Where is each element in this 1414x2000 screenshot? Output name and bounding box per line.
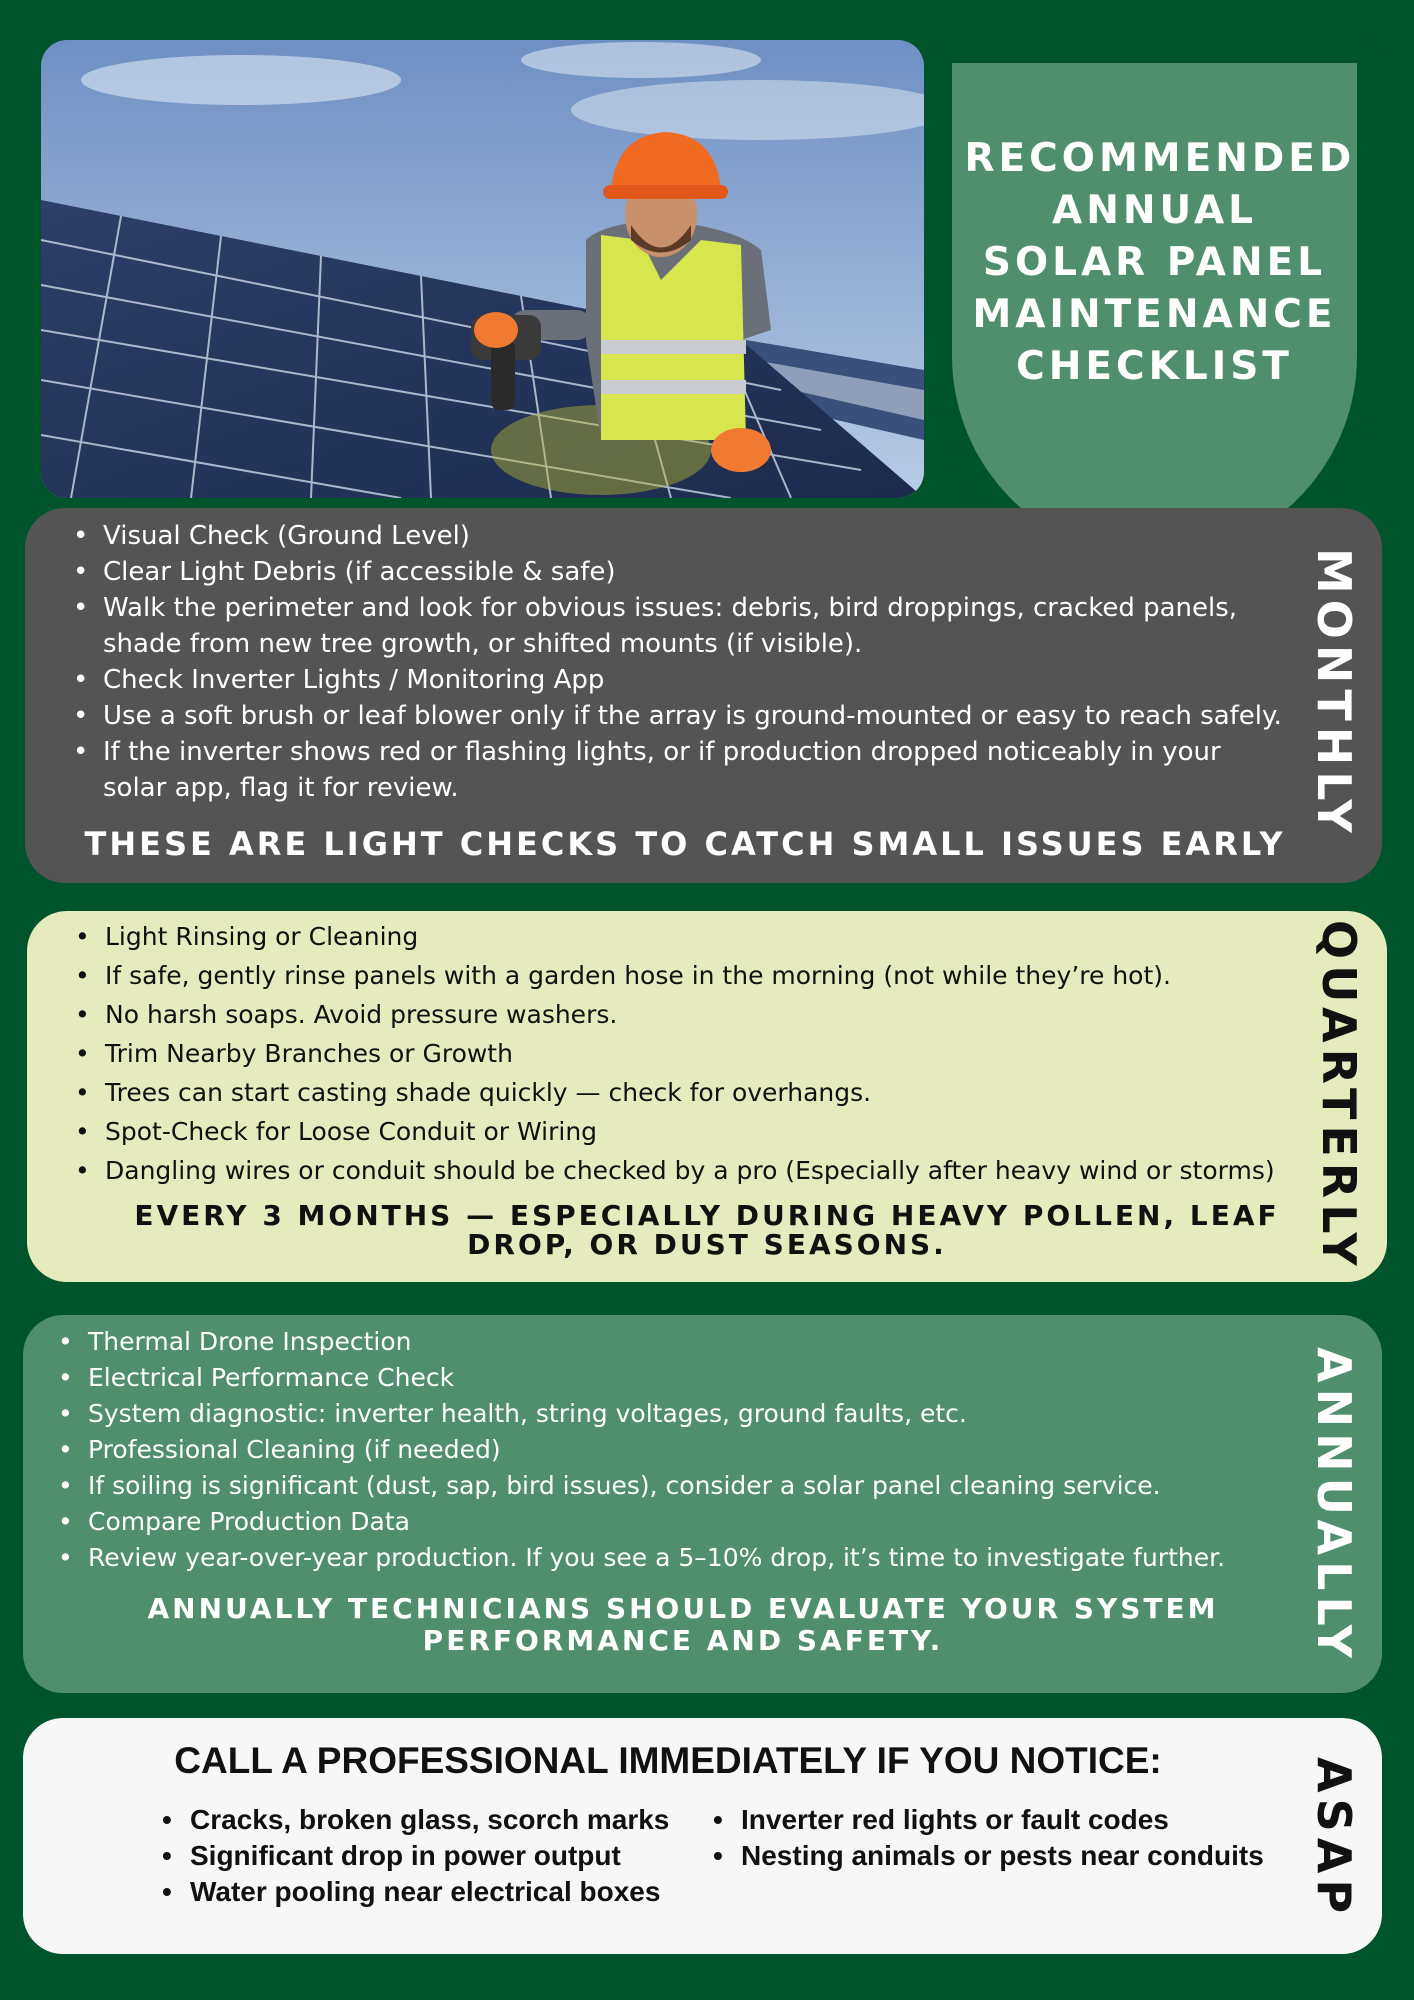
- list-item: • Professional Cleaning (if needed): [52, 1432, 1302, 1468]
- monthly-section: [25, 508, 1382, 883]
- monthly-checklist: [67, 518, 1287, 806]
- asap-list-left: [154, 1802, 714, 1910]
- list-item: • Significant drop in power output: [154, 1838, 714, 1874]
- list-item: • Trim Nearby Branches or Growth: [69, 1034, 1309, 1073]
- list-item: • Nesting animals or pests near conduits: [705, 1838, 1305, 1874]
- list-item: • Trees can start casting shade quickly — check for overhangs.: [69, 1073, 1309, 1112]
- asap-list-right: [705, 1802, 1305, 1874]
- list-item: • If soiling is significant (dust, sap, bird issues), consider a solar panel cleaning service.: [52, 1468, 1302, 1504]
- annually-label: ANNUALLY: [1307, 1346, 1361, 1664]
- annually-tagline: ANNUALLY TECHNICIANS SHOULD EVALUATE YOUR SYSTEM PERFORMANCE AND SAFETY.: [147, 1592, 1219, 1657]
- list-item: • Water pooling near electrical boxes: [154, 1874, 714, 1910]
- list-item: • Clear Light Debris (if accessible & safe): [67, 554, 1287, 590]
- list-item: • Check Inverter Lights / Monitoring App: [67, 662, 1287, 698]
- hero-photo-technician-on-solar-panels: [41, 40, 924, 498]
- list-item: • Light Rinsing or Cleaning: [69, 917, 1309, 956]
- list-item: • Dangling wires or conduit should be checked by a pro (Especially after heavy wind or storms): [69, 1151, 1309, 1190]
- quarterly-tagline: EVERY 3 MONTHS — ESPECIALLY DURING HEAVY POLLEN, LEAF DROP, OR DUST SEASONS.: [134, 1199, 1280, 1261]
- page-title: RECOMMENDED ANNUAL SOLAR PANEL MAINTENANCE CHECKLIST: [964, 136, 1356, 389]
- list-item: • Compare Production Data: [52, 1504, 1302, 1540]
- list-item: • If safe, gently rinse panels with a garden hose in the morning (not while they’re hot).: [69, 956, 1309, 995]
- title-shield: [952, 63, 1357, 558]
- quarterly-label: QUARTERLY: [1312, 920, 1366, 1272]
- monthly-label: MONTHLY: [1307, 547, 1361, 839]
- list-item: • If the inverter shows red or flashing lights, or if production dropped noticeably in your solar app, flag it for review.: [67, 734, 1287, 806]
- asap-title: CALL A PROFESSIONAL IMMEDIATELY IF YOU NOTICE:: [174, 1740, 1162, 1781]
- list-item: • Inverter red lights or fault codes: [705, 1802, 1305, 1838]
- list-item: • Electrical Performance Check: [52, 1360, 1302, 1396]
- list-item: • Review year-over-year production. If you see a 5–10% drop, it’s time to investigate further.: [52, 1540, 1302, 1576]
- list-item: • Spot-Check for Loose Conduit or Wiring: [69, 1112, 1309, 1151]
- annually-checklist: [52, 1324, 1302, 1576]
- list-item: • System diagnostic: inverter health, string voltages, ground faults, etc.: [52, 1396, 1302, 1432]
- asap-section: [23, 1718, 1382, 1954]
- list-item: • Thermal Drone Inspection: [52, 1324, 1302, 1360]
- annually-section: [23, 1315, 1382, 1693]
- asap-label: ASAP: [1307, 1756, 1361, 1920]
- quarterly-checklist: [69, 917, 1309, 1190]
- list-item: • Visual Check (Ground Level): [67, 518, 1287, 554]
- list-item: • Cracks, broken glass, scorch marks: [154, 1802, 714, 1838]
- list-item: • No harsh soaps. Avoid pressure washers.: [69, 995, 1309, 1034]
- monthly-tagline: THESE ARE LIGHT CHECKS TO CATCH SMALL ISSUES EARLY: [84, 825, 1286, 863]
- quarterly-section: [27, 911, 1387, 1282]
- list-item: • Use a soft brush or leaf blower only if the array is ground-mounted or easy to reach safely.: [67, 698, 1287, 734]
- list-item: • Walk the perimeter and look for obvious issues: debris, bird droppings, cracked panels, shade from new tree growth, or shifted mounts (if visible).: [67, 590, 1287, 662]
